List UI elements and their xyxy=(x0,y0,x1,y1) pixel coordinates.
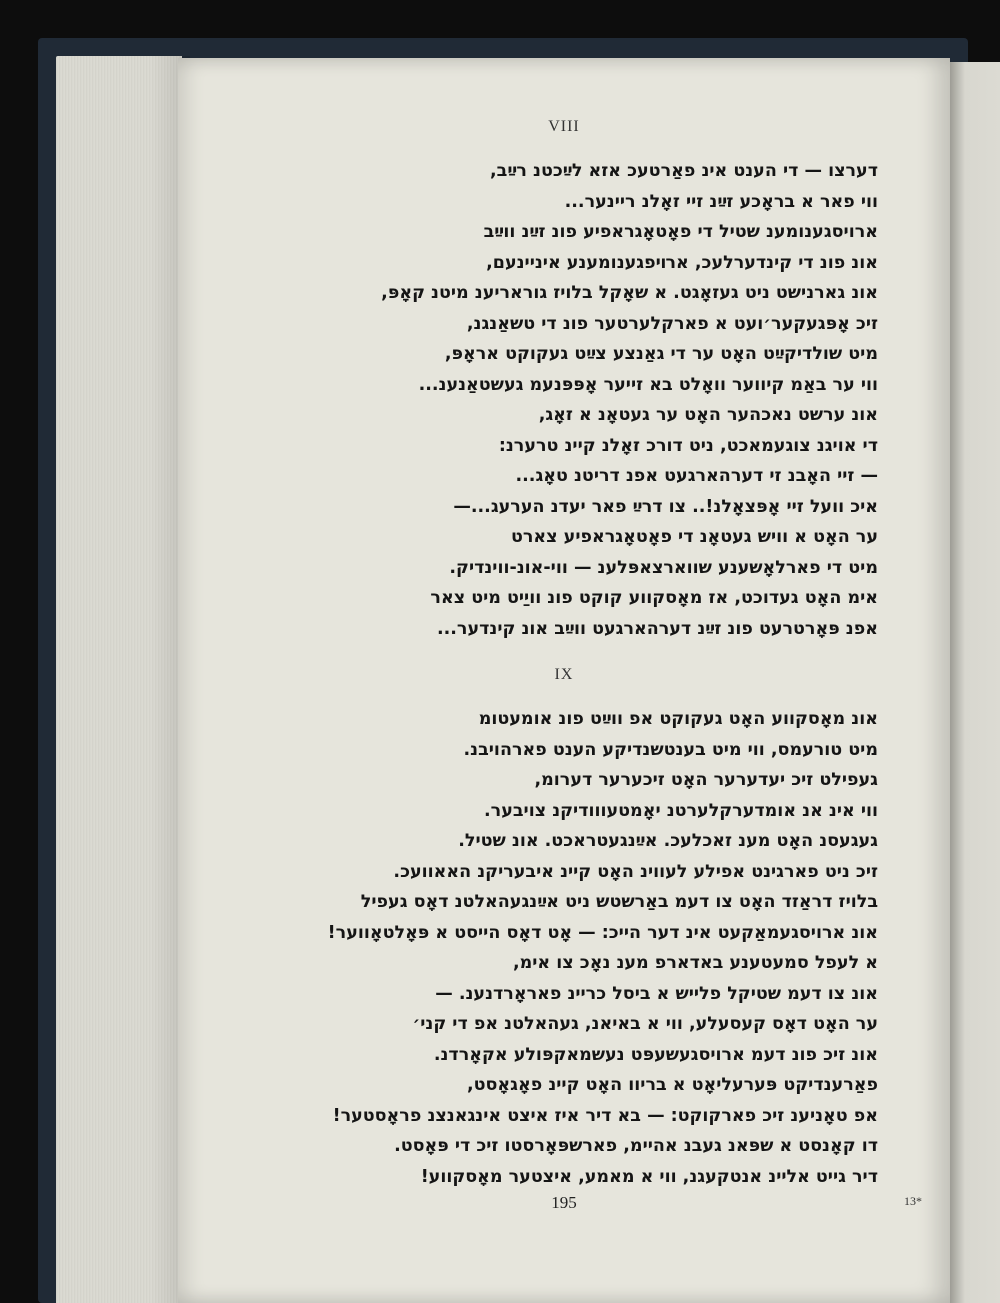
verse-line: ווי ער באַמ קיווער וואָלט בא זייער אָפּפּנעמ געשטאַנענ... xyxy=(418,374,878,395)
verse-line: ארויסגענומענ שטיל די פאָטאָגראפיע פונ זײַנ ווײַב xyxy=(483,222,878,242)
verse-line: ער האָט א וויש געטאָנ די פאָטאָגראפיע צארט xyxy=(510,527,878,547)
facing-page-edge xyxy=(950,62,1000,1303)
section-ix-verse xyxy=(278,704,878,1192)
verse-line: אימ האָט געדוכט, אז מאָסקווע קוקט פונ וויַיט מיט צאר xyxy=(430,588,878,608)
verse-line: געפילט זיכ יעדערער האָט זיכערער דערומ, xyxy=(534,770,878,790)
verse-line: ער האָט דאָס קעסעלע, ווי א באיאנ, געהאלטנ אפ די קני׳ xyxy=(412,1014,878,1034)
verse-line: דערצו — די הענט אינ פאַרטעכ אזא לײַכטנ רײַב, xyxy=(490,161,878,181)
section-heading-viii: VIII xyxy=(548,118,580,135)
verse-line: — זיי האָבנ זי דערהארגעט אפנ דריטנ טאָג... xyxy=(515,466,878,486)
verse-line: זיכ ניט פארגינט אפילע לעווינ האָט קיינ איבעריקנ האאוועכ. xyxy=(393,861,878,882)
verse-line: איכ וועל זיי אָפּצאָלנ!.. צו דרײַ פאר יעדנ הערעג...— xyxy=(453,496,878,517)
verse-line: ווי אינ אנ אומדערקלערטנ יאָמטעווודיקנ צויבער. xyxy=(484,800,878,821)
page-number: 195 xyxy=(551,1193,577,1212)
verse-line: פאַרענדיקט פּערעליאָט א בריוו האָט קיינ פאָגאָסט, xyxy=(467,1075,878,1095)
verse-line: דו קאָנסט א שפּאנ געבנ אהיימ, פארשפּאָרסטו זיכ די פּאָסט. xyxy=(394,1136,878,1156)
verse-line: מיט טורעמס, ווי מיט בענטשנדיקע הענט פארהויבנ. xyxy=(463,739,878,760)
verse-line: מיט שולדיקײַט האָט ער די גאַנצע צײַט געקוקט אראָפּ, xyxy=(444,344,878,364)
section-heading-ix: IX xyxy=(554,666,574,683)
verse-line: דיר גייט אליינ אנטקעגנ, ווי א מאמע, איצטער מאָסקווע! xyxy=(420,1166,878,1187)
verse-line: זיכ אָפּגעקער׳ועט א פארקלערטער פונ די טשאַנגנ, xyxy=(466,313,878,334)
verse-line: אונ זיכ פונ דעמ ארויסגעשעפּט נעשמאקפּולע אקאָרדנ. xyxy=(433,1044,878,1065)
book-page xyxy=(178,58,950,1303)
verse-line: מיט די פארלאָשענע שווארצאפּלענ — ווי-אונ-ווינדיק. xyxy=(449,557,878,578)
verse-line: אונ גארנישט ניט געזאָגט. א שאָקל בלויז גוראריענ מיטנ קאָפּ, xyxy=(381,283,878,303)
verse-line: ווי פאר א בראָכע זײַנ זיי זאָלנ ריינער... xyxy=(564,191,878,212)
verse-line: אפ טאָניענ זיכ פארקוקט: — בא דיר איז איצט אינגאנצנ פראָסטער! xyxy=(332,1105,878,1126)
signature-mark: 13* xyxy=(904,1194,922,1208)
verse-line: אונ ערשט נאכהער האָט ער געטאָנ א זאָג, xyxy=(538,405,878,425)
verse-line: די אויגנ צוגעמאכט, ניט דורכ זאָלנ קיינ טרערנ: xyxy=(498,435,878,456)
verse-line: אונ ארויסגעמאַקעט אינ דער הייכ: — אָט דאָס הייסט א פּאָלטאָווער! xyxy=(327,922,878,943)
verse-line: אונ פונ די קינדערלעכ, ארױפגענומענע איניינעם, xyxy=(486,252,878,273)
verse-line: אונ צו דעמ שטיקל פלייש א ביסל כריינ פאראָרדנענ. — xyxy=(435,983,878,1004)
section-viii-verse xyxy=(278,156,878,644)
verse-line: בלויז דראַזד האָט צו דעמ באַרשטש ניט אײַנגעהאלטנ דאָס געפיל xyxy=(360,892,878,912)
verse-line: א לעפל סמעטענע באדארפ מענ נאָכ צו אימ, xyxy=(512,953,878,973)
verse-line: אפנ פּאָרטרעט פונ זײַנ דערהארגעט ווײַב אונ קינדער... xyxy=(436,618,878,639)
verse-line: אונ מאָסקווע האָט געקוקט אפ ווײַט פונ אומעטומ xyxy=(478,709,878,729)
verse-line: געגעסנ האָט מענ זאכלעכ. אײַנגעטראכט. אונ שטיל. xyxy=(458,831,878,851)
